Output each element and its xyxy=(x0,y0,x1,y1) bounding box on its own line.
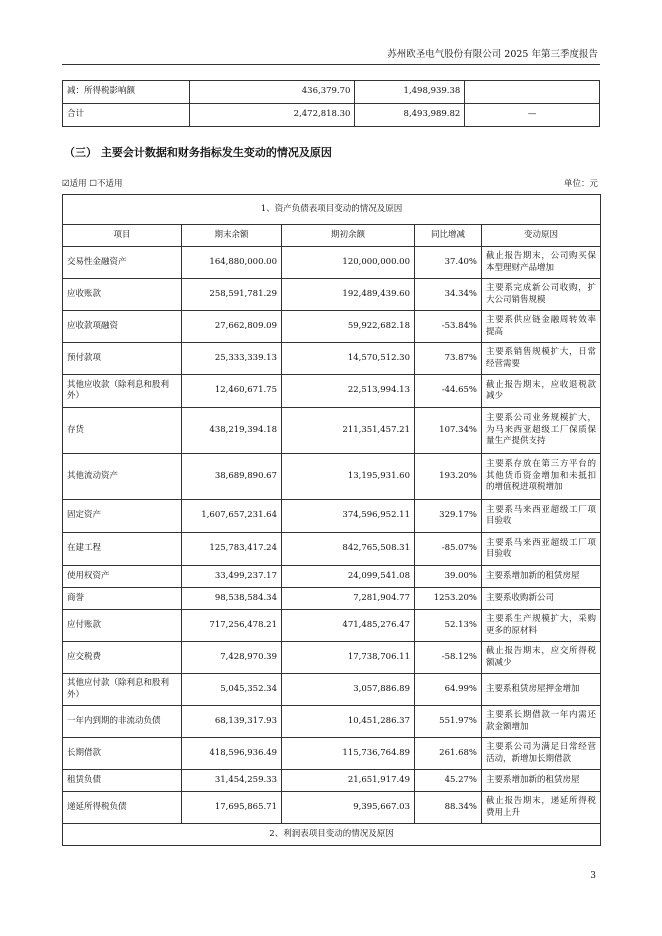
table-row xyxy=(63,642,601,674)
change-reason: 截止报告期末，递延所得税费用上升 xyxy=(482,792,601,824)
ending-balance: 7,428,970.39 xyxy=(182,642,282,674)
non-recurring-summary-table xyxy=(62,80,600,127)
item-name: 其他应收款（除利息和股利外） xyxy=(63,375,182,408)
item-name: 使用权资产 xyxy=(63,566,182,588)
ending-balance: 5,045,352.34 xyxy=(182,674,282,706)
header-divider xyxy=(62,64,600,65)
ending-balance: 12,460,671.75 xyxy=(182,375,282,408)
item-name: 一年内到期的非流动负债 xyxy=(63,706,182,738)
ending-balance: 33,499,237.17 xyxy=(182,566,282,588)
page-number: 3 xyxy=(590,871,596,881)
table-row xyxy=(63,500,601,533)
current-value: 2,472,818.30 xyxy=(189,104,355,127)
item-name: 存货 xyxy=(63,408,182,454)
table-row xyxy=(63,81,600,104)
beginning-balance: 22,513,994.13 xyxy=(282,375,415,408)
change-percent: 261.68% xyxy=(415,738,482,770)
table-row xyxy=(63,770,601,792)
ending-balance: 38,689,890.67 xyxy=(182,454,282,500)
beginning-balance: 192,489,439.60 xyxy=(282,279,415,311)
table-row xyxy=(63,279,601,311)
section-heading: （三） 主要会计数据和财务指标发生变动的情况及原因 xyxy=(64,146,332,159)
table-row xyxy=(63,311,601,343)
table-row xyxy=(63,738,601,770)
current-value: 436,379.70 xyxy=(189,81,355,104)
table-row xyxy=(63,706,601,738)
table-row xyxy=(63,792,601,824)
beginning-balance: 7,281,904.77 xyxy=(282,588,415,610)
ending-balance: 68,139,317.93 xyxy=(182,706,282,738)
ending-balance: 31,454,259.33 xyxy=(182,770,282,792)
beginning-balance: 17,738,706.11 xyxy=(282,642,415,674)
item-name: 其他流动资产 xyxy=(63,454,182,500)
note-cell: — xyxy=(465,104,600,127)
table-title: 1、资产负债表项目变动的情况及原因 xyxy=(63,195,601,225)
change-percent: 37.40% xyxy=(415,247,482,279)
beginning-balance: 471,485,276.47 xyxy=(282,610,415,642)
beginning-balance: 10,451,286.37 xyxy=(282,706,415,738)
change-percent: -53.84% xyxy=(415,311,482,343)
ending-balance: 125,783,417.24 xyxy=(182,533,282,566)
change-reason: 主要系生产规模扩大，采购更多的原材料 xyxy=(482,610,601,642)
table-row xyxy=(63,104,600,127)
change-percent: 34.34% xyxy=(415,279,482,311)
change-percent: 45.27% xyxy=(415,770,482,792)
change-percent: 193.20% xyxy=(415,454,482,500)
change-reason: 主要系增加新的租赁房屋 xyxy=(482,566,601,588)
table-row xyxy=(63,566,601,588)
note-cell xyxy=(465,81,600,104)
change-percent: 52.13% xyxy=(415,610,482,642)
ytd-value: 8,493,989.82 xyxy=(355,104,465,127)
item-name: 交易性金融资产 xyxy=(63,247,182,279)
change-reason: 主要系租赁房屋押金增加 xyxy=(482,674,601,706)
table-row xyxy=(63,343,601,375)
item-name: 应交税费 xyxy=(63,642,182,674)
column-header: 同比增减 xyxy=(415,225,482,247)
table-row xyxy=(63,408,601,454)
change-percent: -58.12% xyxy=(415,642,482,674)
table-row xyxy=(63,375,601,408)
unit-label: 单位：元 xyxy=(563,179,598,189)
table-row xyxy=(63,588,601,610)
item-name: 应付账款 xyxy=(63,610,182,642)
item-name: 商誉 xyxy=(63,588,182,610)
item-name: 其他应付款（除利息和股利外） xyxy=(63,674,182,706)
beginning-balance: 13,195,931.60 xyxy=(282,454,415,500)
item-name: 递延所得税负债 xyxy=(63,792,182,824)
page-header-title: 苏州欧圣电气股份有限公司 2025 年第三季度报告 xyxy=(387,49,598,60)
change-reason: 主要系存放在第三方平台的其他货币资金增加和未抵扣的增值税进项税增加 xyxy=(482,454,601,500)
ending-balance: 17,695,865.71 xyxy=(182,792,282,824)
change-percent: 1253.20% xyxy=(415,588,482,610)
table-footer-row xyxy=(63,824,601,846)
change-percent: 329.17% xyxy=(415,500,482,533)
ending-balance: 164,880,000.00 xyxy=(182,247,282,279)
change-reason: 主要系收购新公司 xyxy=(482,588,601,610)
beginning-balance: 21,651,917.49 xyxy=(282,770,415,792)
change-reason: 主要系马来西亚超级工厂项目验收 xyxy=(482,533,601,566)
beginning-balance: 211,351,457.21 xyxy=(282,408,415,454)
item-name: 在建工程 xyxy=(63,533,182,566)
item-name: 长期借款 xyxy=(63,738,182,770)
ending-balance: 25,333,339.13 xyxy=(182,343,282,375)
beginning-balance: 115,736,764.89 xyxy=(282,738,415,770)
change-percent: 64.99% xyxy=(415,674,482,706)
column-header: 变动原因 xyxy=(482,225,601,247)
ending-balance: 98,538,584.34 xyxy=(182,588,282,610)
change-reason: 截止报告期末，应交所得税额减少 xyxy=(482,642,601,674)
ending-balance: 27,662,809.09 xyxy=(182,311,282,343)
change-reason: 截止报告期末，应收退税款减少 xyxy=(482,375,601,408)
change-percent: 39.00% xyxy=(415,566,482,588)
item-name: 应收款项融资 xyxy=(63,311,182,343)
table-row xyxy=(63,247,601,279)
change-reason: 截止报告期末，公司购买保本型理财产品增加 xyxy=(482,247,601,279)
table-row xyxy=(63,674,601,706)
change-percent: -85.07% xyxy=(415,533,482,566)
table-row xyxy=(63,454,601,500)
beginning-balance: 24,099,541.08 xyxy=(282,566,415,588)
ending-balance: 258,591,781.29 xyxy=(182,279,282,311)
row-label: 减：所得税影响额 xyxy=(63,81,190,104)
item-name: 应收账款 xyxy=(63,279,182,311)
beginning-balance: 842,765,508.31 xyxy=(282,533,415,566)
ending-balance: 717,256,478.21 xyxy=(182,610,282,642)
change-reason: 主要系公司为满足日常经营活动，新增加长期借款 xyxy=(482,738,601,770)
ending-balance: 418,596,936.49 xyxy=(182,738,282,770)
beginning-balance: 120,000,000.00 xyxy=(282,247,415,279)
row-label: 合计 xyxy=(63,104,190,127)
change-reason: 主要系销售规模扩大，日常经营需要 xyxy=(482,343,601,375)
beginning-balance: 9,395,667.03 xyxy=(282,792,415,824)
change-reason: 主要系供应链金融周转效率提高 xyxy=(482,311,601,343)
change-percent: 551.97% xyxy=(415,706,482,738)
table-row xyxy=(63,533,601,566)
change-percent: 88.34% xyxy=(415,792,482,824)
next-section-title: 2、利润表项目变动的情况及原因 xyxy=(63,824,601,846)
applicability-checkbox-line: ☑适用 ☐不适用 xyxy=(62,179,123,189)
ending-balance: 1,607,657,231.64 xyxy=(182,500,282,533)
item-name: 租赁负债 xyxy=(63,770,182,792)
item-name: 固定资产 xyxy=(63,500,182,533)
ending-balance: 438,219,394.18 xyxy=(182,408,282,454)
balance-sheet-changes-table xyxy=(62,194,601,846)
change-percent: -44.65% xyxy=(415,375,482,408)
column-header: 期末余额 xyxy=(182,225,282,247)
table-row xyxy=(63,610,601,642)
table-header-row xyxy=(63,225,601,247)
ytd-value: 1,498,939.38 xyxy=(355,81,465,104)
change-percent: 107.34% xyxy=(415,408,482,454)
change-reason: 主要系马来西亚超级工厂项目验收 xyxy=(482,500,601,533)
column-header: 期初余额 xyxy=(282,225,415,247)
change-reason: 主要系长期借款一年内需还款金额增加 xyxy=(482,706,601,738)
item-name: 预付款项 xyxy=(63,343,182,375)
column-header: 项目 xyxy=(63,225,182,247)
change-reason: 主要系增加新的租赁房屋 xyxy=(482,770,601,792)
change-reason: 主要系完成新公司收购，扩大公司销售规模 xyxy=(482,279,601,311)
beginning-balance: 374,596,952.11 xyxy=(282,500,415,533)
beginning-balance: 14,570,512.30 xyxy=(282,343,415,375)
change-percent: 73.87% xyxy=(415,343,482,375)
beginning-balance: 3,057,886.89 xyxy=(282,674,415,706)
change-reason: 主要系公司业务规模扩大，为马来西亚超级工厂保质保量生产提供支持 xyxy=(482,408,601,454)
beginning-balance: 59,922,682.18 xyxy=(282,311,415,343)
table-title-row xyxy=(63,195,601,225)
